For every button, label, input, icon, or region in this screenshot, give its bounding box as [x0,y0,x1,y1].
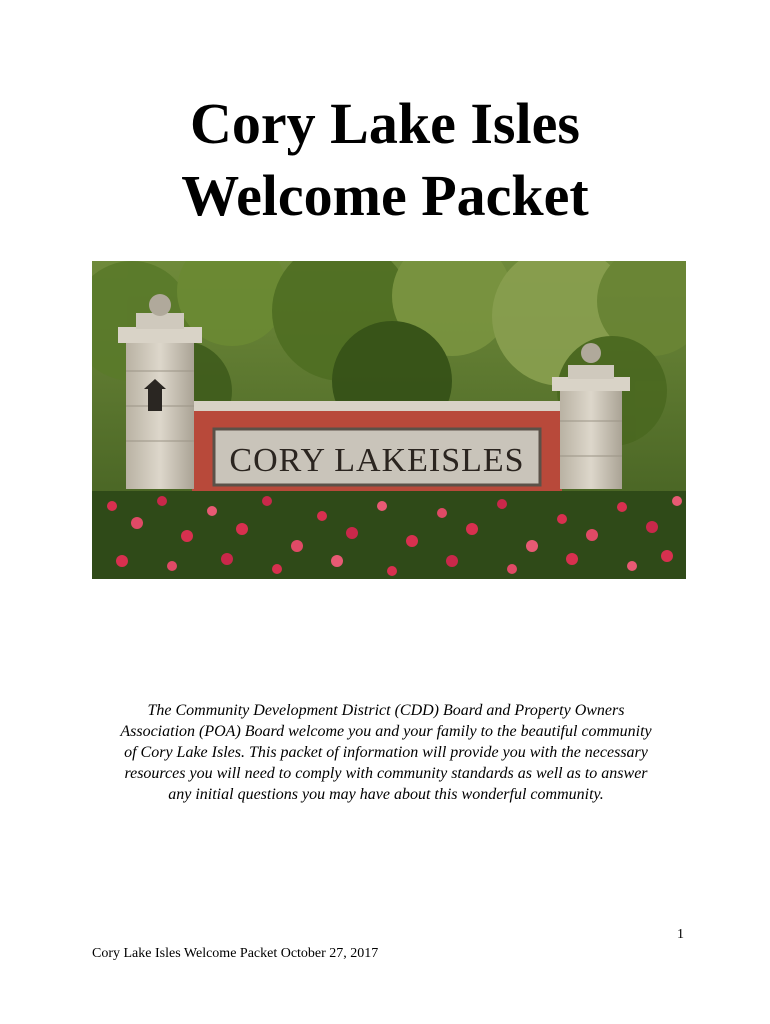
flower-bed [92,491,686,579]
entrance-sign-photo [92,261,686,579]
welcome-paragraph [80,700,692,805]
welcome-line: The Community Development District (CDD) Board and Property Owners [147,702,625,719]
document-title-line-2: Welcome Packet [181,163,589,228]
welcome-line: any initial questions you may have about this wonderful community. [168,786,604,803]
sign-text: CORY LAKEISLES [229,442,525,479]
lantern-icon [148,389,162,411]
page-number: 1 [677,927,684,942]
welcome-line: Association (POA) Board welcome you and your family to the beautiful community [120,723,652,740]
wall-cap [192,401,562,411]
page-footer: Cory Lake Isles Welcome Packet October 27, 2017 [92,946,379,961]
welcome-line: resources you will need to comply with community standards as well as to answer [124,765,648,782]
document-title-line-1: Cory Lake Isles [190,91,580,156]
welcome-line: of Cory Lake Isles. This packet of information will provide you with the necessary [124,744,648,761]
